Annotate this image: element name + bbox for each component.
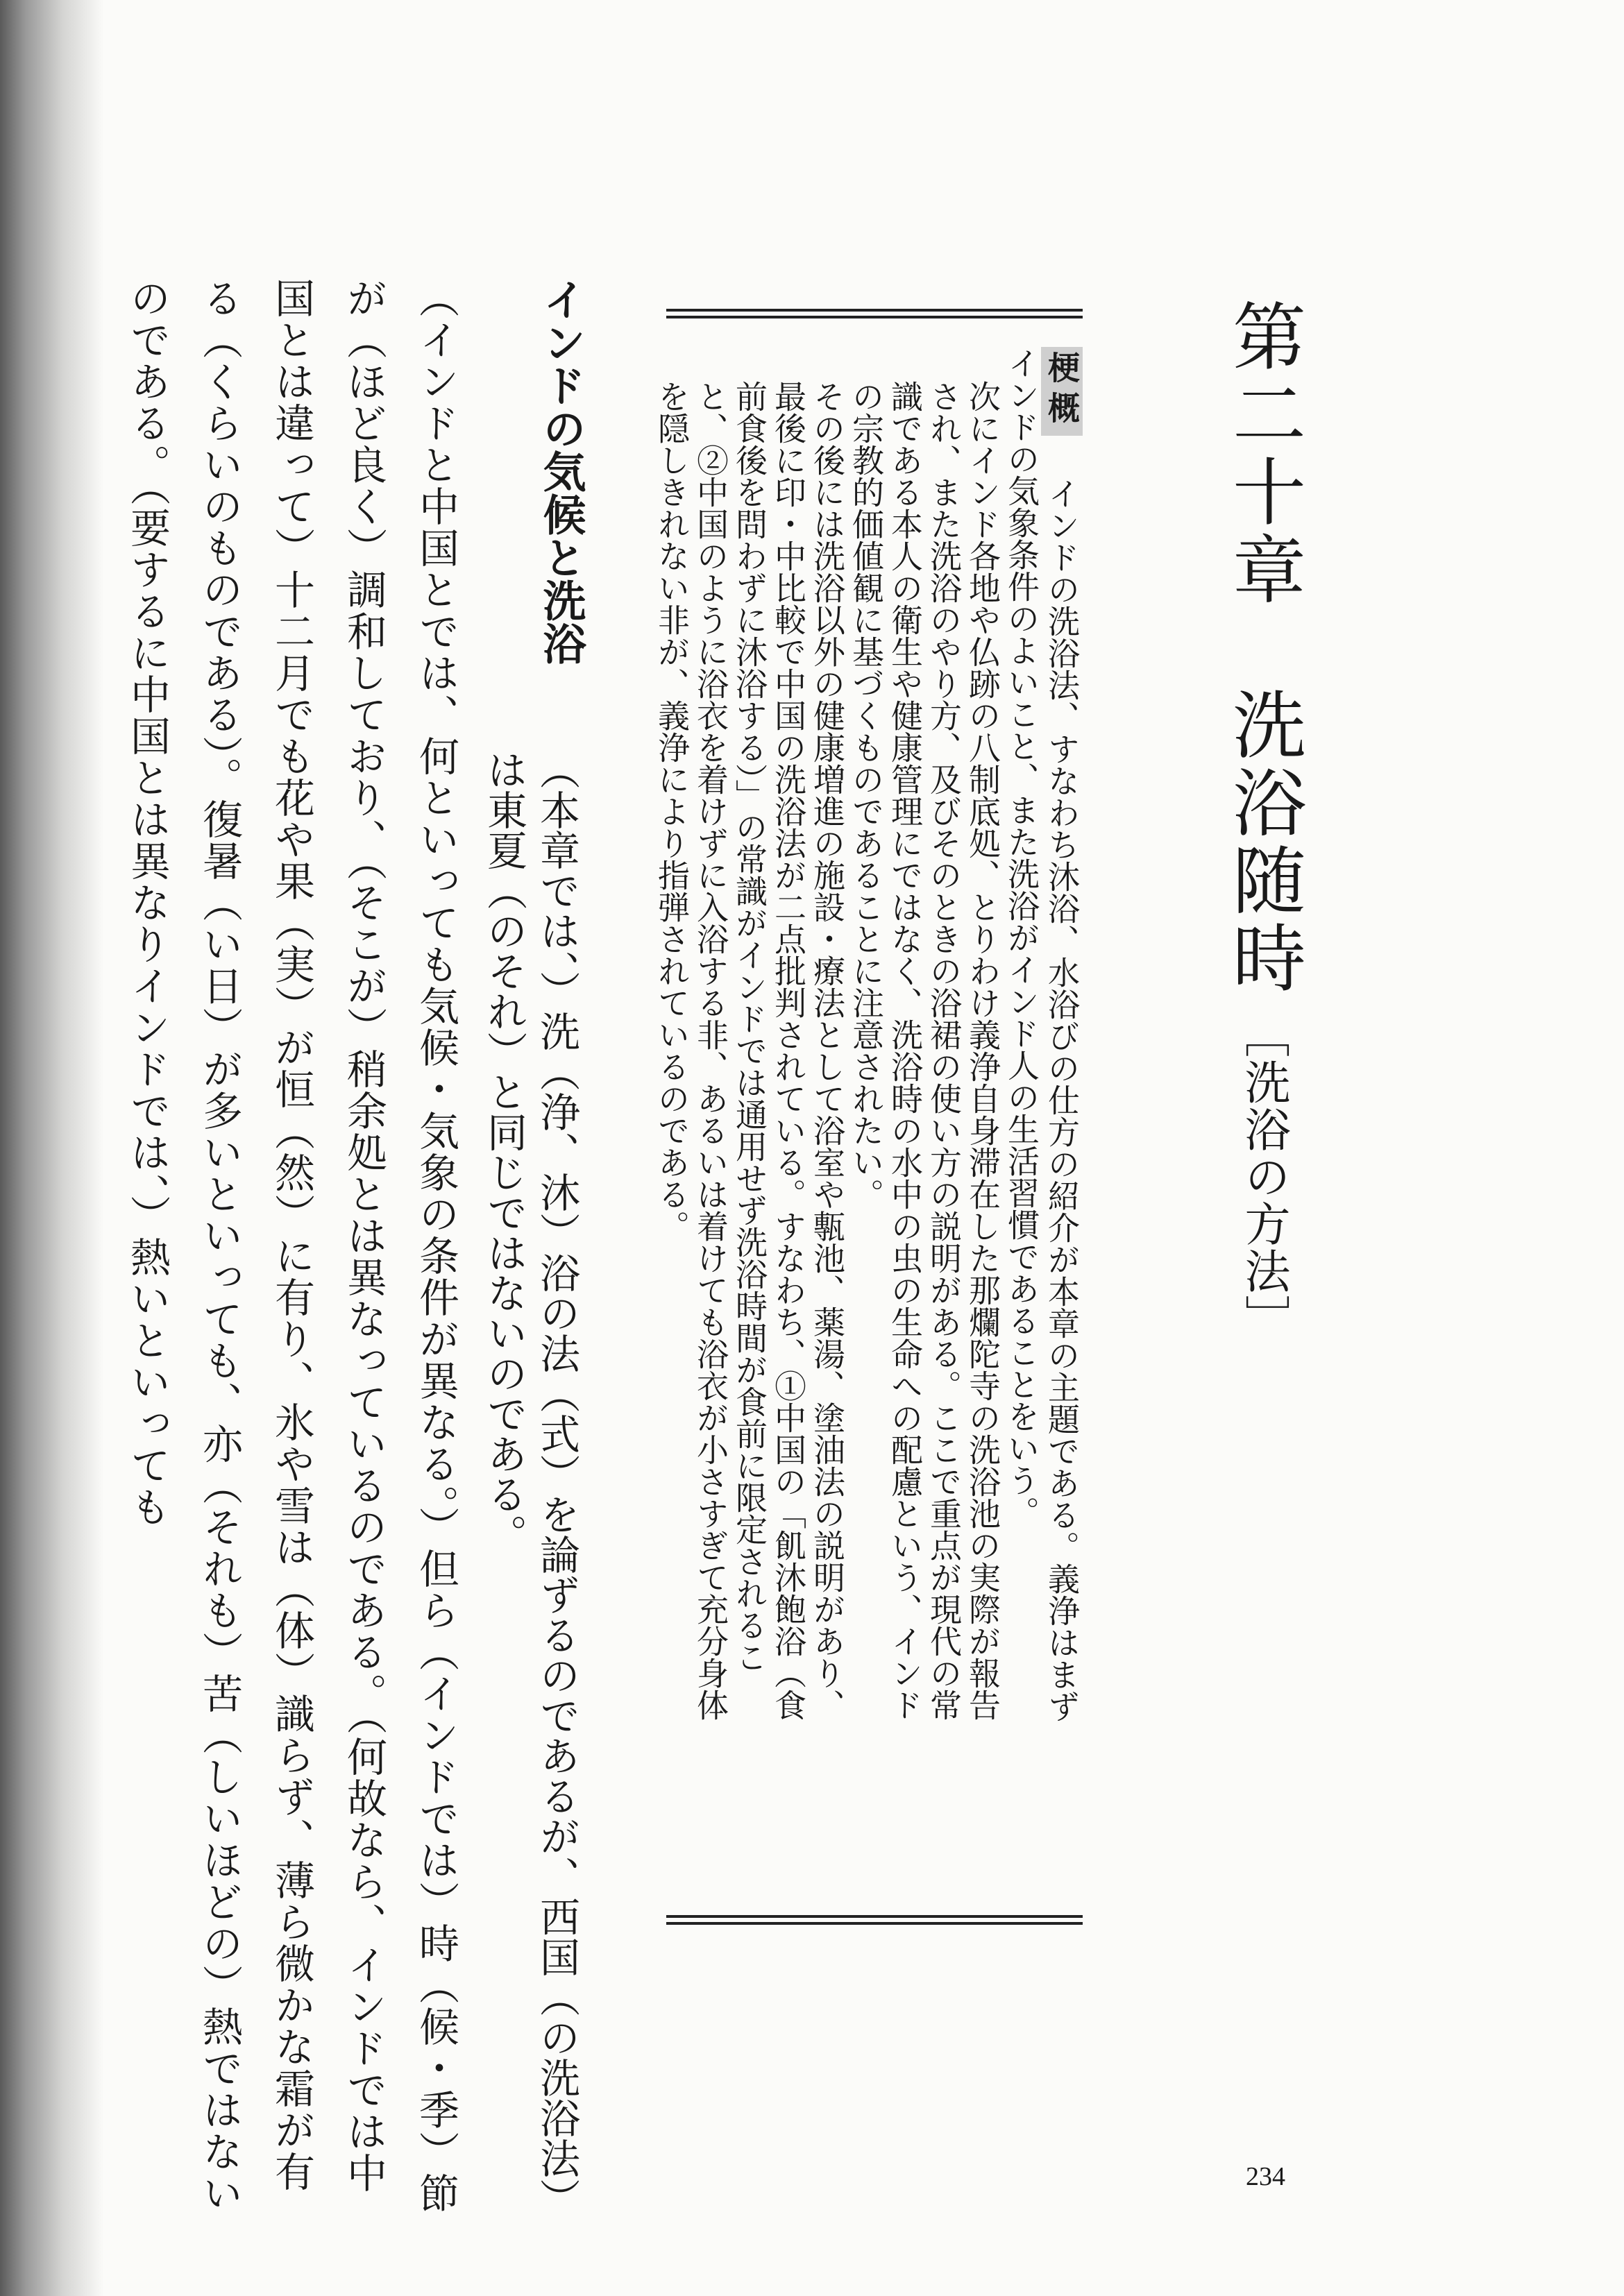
abstract-bottom-rule — [666, 1915, 1083, 1918]
chapter-title-text: 第二十章 洗浴随時 — [1221, 298, 1306, 998]
abstract-top-rule-inner — [666, 316, 1083, 318]
abstract-paragraph-2: 次にインド各地や仏跡の八制底処、とりわけ義浄自身滞在した那爛陀寺の洗浴池の実際が報告され、また洗浴のやり方、及びそのときの浴裙の使い方の説明がある。ここで重点が現代の常識である本人の衛生や健康管理にではなく、洗浴時の水中の虫の生命への配慮という、インドの宗教的価値観に基づくものであることに注意されたい。 — [847, 380, 1001, 1721]
abstract-paragraph-1: 梗概 インドの洗浴法、すなわち沐浴、水浴びの仕方の紹介が本章の主題である。義浄はまずインドの気象条件のよいこと、また洗浴がインド人の生活習慣であることをいう。 — [1002, 347, 1083, 1735]
abstract-bottom-rule-inner — [666, 1922, 1083, 1925]
scan-shadow — [0, 0, 104, 2296]
body-paragraph-1: （インドと中国とでは、何といっても気候・気象の条件が異なる。）但ら（インドでは）時（候・季）節が（ほど良く）調和しており、（そこが）稍余処とは異なっているのである。（何故なら、インドでは中国とは違って）十二月でも花や果（実）が恒（然）に有り、氷や雪は（体）識らず、薄ら微かな霜が有る（くらいのものである）。復暑（い日）が多いといっても、亦（それも）苦（しいほどの）熱ではないのである。（要するに中国とは異なりインドでは、）熱いといっても — [124, 278, 459, 2214]
page-number: 234 — [1246, 2162, 1285, 2191]
abstract-box — [653, 347, 1083, 1735]
abstract-badge: 梗概 — [1041, 347, 1083, 436]
abstract-paragraph-3: その後には洗浴以外の健康増進の施設・療法として浴室や甎池、薬湯、塗油法の説明があり、最後に印・中比較で中国の洗浴法が二点批判されている。すなわち、①中国の「飢沐飽浴（食前食後を問わずに沐浴する）」の常識がインドでは通用せず洗浴時間が食前に限定されること、②中国のように浴衣を着けずに入浴する非、あるいは着けても浴衣が小さすぎて充分身体を隠しきれない非が、義浄により指弾されているのである。 — [653, 380, 846, 1721]
section-lead: （本章では、）洗（浄、沐）浴の法（式）を論ずるのであるが、西国（の洗浴法）は東夏（のそれ）と同じではないのである。 — [480, 749, 580, 2198]
body-text — [124, 278, 472, 2220]
chapter-title — [1221, 298, 1305, 1617]
abstract-top-rule — [666, 309, 1083, 312]
chapter-subtitle: ［洗浴の方法］ — [1237, 1012, 1290, 1342]
section-heading: インドの気候と洗浴 — [536, 278, 586, 665]
